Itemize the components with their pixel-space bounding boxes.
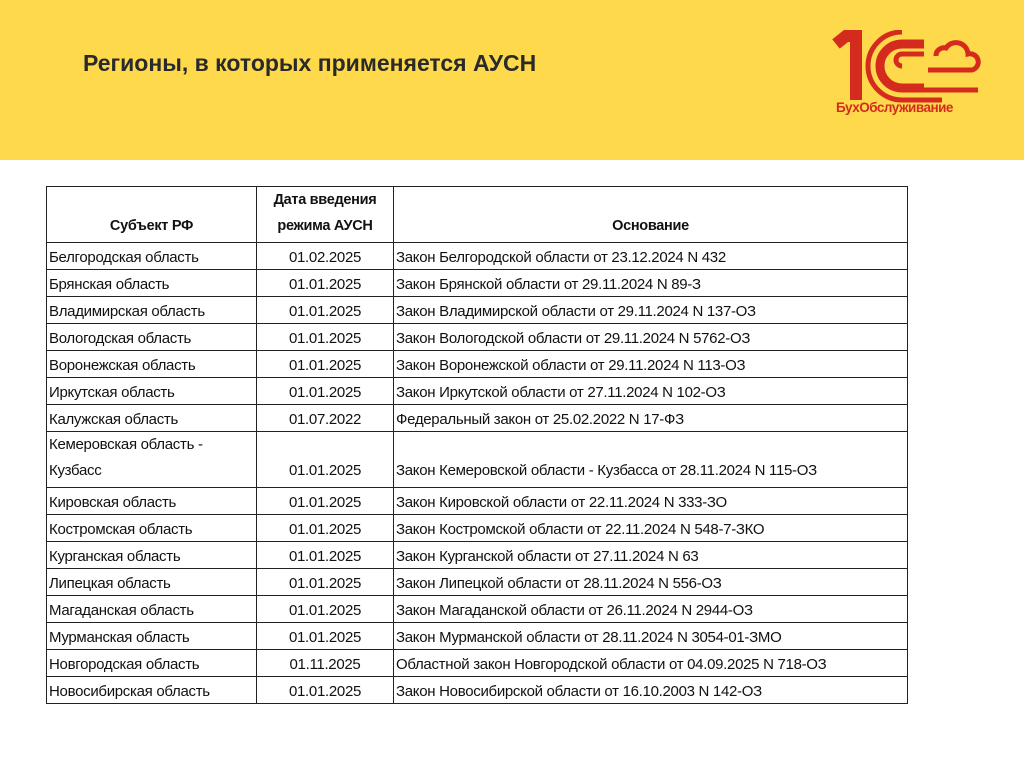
cell-date: 01.02.2025 — [257, 243, 394, 270]
table-row — [47, 351, 908, 378]
cell-date: 01.01.2025 — [257, 324, 394, 351]
cell-date: 01.01.2025 — [257, 677, 394, 704]
cell-region: Курганская область — [47, 542, 257, 569]
cell-region: Костромская область — [47, 515, 257, 542]
cell-basis: Закон Кировской области от 22.11.2024 N 333-ЗО — [394, 488, 908, 515]
cell-date: 01.01.2025 — [257, 569, 394, 596]
region-line2: Кузбасс — [49, 462, 102, 479]
cell-region: Липецкая область — [47, 569, 257, 596]
table-row — [47, 243, 908, 270]
cell-region: Воронежская область — [47, 351, 257, 378]
table-row — [47, 596, 908, 623]
table-row — [47, 488, 908, 515]
cell-region: Кировская область — [47, 488, 257, 515]
cell-region: Новосибирская область — [47, 677, 257, 704]
cell-basis: Закон Костромской области от 22.11.2024 N 548-7-ЗКО — [394, 515, 908, 542]
table-row — [47, 677, 908, 704]
cell-basis: Федеральный закон от 25.02.2022 N 17-ФЗ — [394, 405, 908, 432]
cell-region: Калужская область — [47, 405, 257, 432]
cell-region: Брянская область — [47, 270, 257, 297]
cell-basis: Закон Липецкой области от 28.11.2024 N 556-ОЗ — [394, 569, 908, 596]
table-row — [47, 623, 908, 650]
regions-table — [46, 186, 908, 704]
table-row — [47, 650, 908, 677]
header-date-line2: режима АУСН — [277, 218, 373, 234]
cell-basis: Закон Кемеровской области - Кузбасса от 28.11.2024 N 115-ОЗ — [394, 432, 908, 488]
cell-region: Белгородская область — [47, 243, 257, 270]
table-row — [47, 515, 908, 542]
header-date-line1: Дата введения — [273, 192, 377, 208]
cell-date: 01.01.2025 — [257, 542, 394, 569]
cell-basis: Закон Вологодской области от 29.11.2024 N 5762-ОЗ — [394, 324, 908, 351]
cell-date: 01.01.2025 — [257, 378, 394, 405]
cell-date: 01.01.2025 — [257, 351, 394, 378]
table-row — [47, 324, 908, 351]
cell-basis: Закон Иркутской области от 27.11.2024 N 102-ОЗ — [394, 378, 908, 405]
cell-date: 01.01.2025 — [257, 297, 394, 324]
cell-date: 01.01.2025 — [257, 623, 394, 650]
cell-basis: Закон Новосибирской области от 16.10.2003 N 142-ОЗ — [394, 677, 908, 704]
cell-basis: Закон Белгородской области от 23.12.2024 N 432 — [394, 243, 908, 270]
cell-basis: Закон Курганской области от 27.11.2024 N 63 — [394, 542, 908, 569]
header-region: Субъект РФ — [47, 187, 257, 243]
cell-date: 01.01.2025 — [257, 488, 394, 515]
table-row — [47, 432, 908, 488]
cell-date: 01.01.2025 — [257, 515, 394, 542]
cell-date: 01.11.2025 — [257, 650, 394, 677]
header-banner — [0, 0, 1024, 160]
table-row — [47, 542, 908, 569]
cell-basis: Закон Владимирской области от 29.11.2024 N 137-ОЗ — [394, 297, 908, 324]
cell-basis: Закон Брянской области от 29.11.2024 N 89-З — [394, 270, 908, 297]
cell-basis: Закон Воронежской области от 29.11.2024 N 113-ОЗ — [394, 351, 908, 378]
cell-date: 01.01.2025 — [257, 270, 394, 297]
table-header-row — [47, 187, 908, 243]
cell-region: Новгородская область — [47, 650, 257, 677]
header-date — [257, 187, 394, 243]
cell-date: 01.07.2022 — [257, 405, 394, 432]
page-title: Регионы, в которых применяется АУСН — [83, 50, 537, 76]
table-row — [47, 270, 908, 297]
region-line1: Кемеровская область - — [49, 436, 203, 453]
logo-text: БухОбслуживание — [836, 100, 953, 115]
table-row — [47, 405, 908, 432]
cell-basis: Закон Магаданской области от 26.11.2024 N 2944-ОЗ — [394, 596, 908, 623]
header-basis: Основание — [394, 187, 908, 243]
cell-basis: Закон Мурманской области от 28.11.2024 N 3054-01-ЗМО — [394, 623, 908, 650]
cell-region: Владимирская область — [47, 297, 257, 324]
table-row — [47, 297, 908, 324]
cell-region: Мурманская область — [47, 623, 257, 650]
cell-date: 01.01.2025 — [257, 596, 394, 623]
cell-region — [47, 432, 257, 488]
table-row — [47, 569, 908, 596]
cell-date: 01.01.2025 — [257, 432, 394, 488]
cell-region: Вологодская область — [47, 324, 257, 351]
cell-region: Иркутская область — [47, 378, 257, 405]
cell-region: Магаданская область — [47, 596, 257, 623]
table-row — [47, 378, 908, 405]
cell-basis: Областной закон Новгородской области от 04.09.2025 N 718-ОЗ — [394, 650, 908, 677]
